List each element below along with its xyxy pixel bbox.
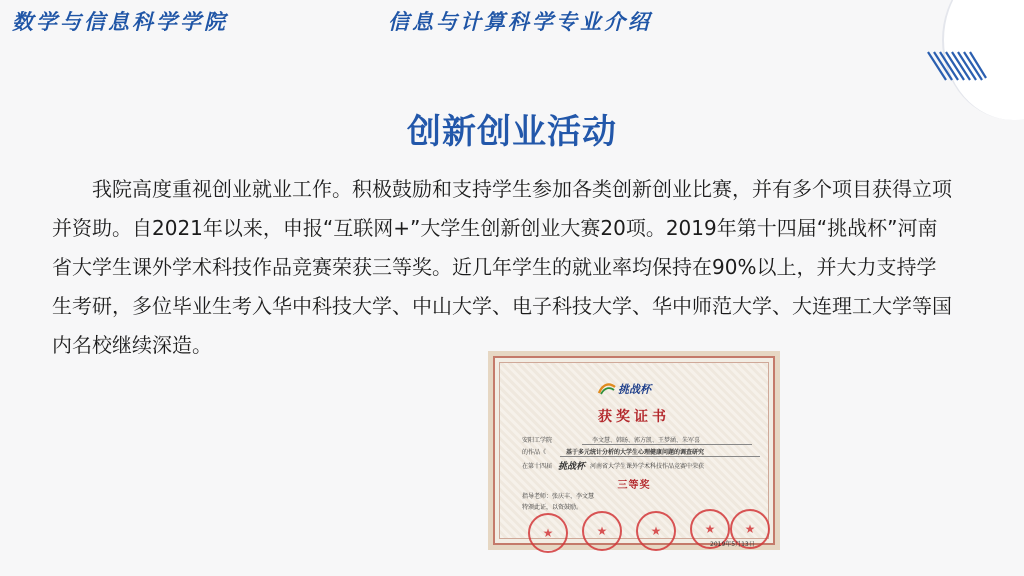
certificate-work-title: 基于多元统计分析的大学生心理健康问题的调查研究: [566, 449, 705, 456]
certificate-school: 安阳工学院: [522, 437, 553, 444]
major-intro-title: 信息与计算科学专业介绍: [388, 10, 652, 34]
certificate-prize: 三等奖: [617, 480, 651, 491]
certificate-competition-name: 挑战杯: [558, 462, 586, 472]
certificate-underline: [560, 456, 760, 457]
certificate-underline: [582, 444, 752, 445]
header-bar: [0, 0, 1024, 40]
college-name: 数学与信息科学学院: [12, 10, 228, 34]
certificate-work-prefix: 的作品《: [522, 449, 547, 456]
certificate-logo-text: 挑战杯: [618, 383, 651, 396]
stripes-decoration: [924, 50, 988, 90]
challenge-cup-logo-icon: [598, 381, 616, 395]
certificate-border: [499, 362, 769, 548]
seal-stamp-icon: ★: [730, 509, 770, 549]
certificate-note: 特颁此证，以资鼓励。: [522, 504, 583, 511]
award-certificate-image: [488, 351, 780, 550]
seal-stamp-icon: ★: [528, 513, 568, 553]
page-title: 创新创业活动: [407, 112, 617, 152]
seal-stamp-icon: ★: [690, 509, 730, 549]
certificate-advisor: 指导老师：张庆丰、李文慧: [522, 493, 595, 500]
seal-stamp-icon: ★: [582, 511, 622, 551]
certificate-date: 2019年5月13日: [710, 541, 755, 548]
certificate-competition-suffix: 河南省大学生课外学术科技作品竞赛中荣获: [590, 463, 705, 470]
seal-stamp-icon: ★: [636, 511, 676, 551]
intro-paragraph: 我院高度重视创业就业工作。积极鼓励和支持学生参加各类创新创业比赛，并有多个项目获得立项并资助。自2021年以来，申报“互联网+”大学生创新创业大赛20项。2019年第十四届“挑战杯”河南省大学生课外学术科技作品竞赛荣获三等奖。近几年学生的就业率均保持在90%以上，并大力支持学生考研，多位毕业生考入华中科技大学、中山大学、电子科技大学、华中师范大学、大连理工大学等国内名校继续深造。: [52, 177, 952, 357]
certificate-competition-prefix: 在第十四届: [522, 463, 553, 470]
certificate-heading: 获奖证书: [598, 409, 670, 425]
certificate-authors: 李文慧、韩旸、郭方凯、王梦涵、朱军喜: [592, 437, 701, 444]
